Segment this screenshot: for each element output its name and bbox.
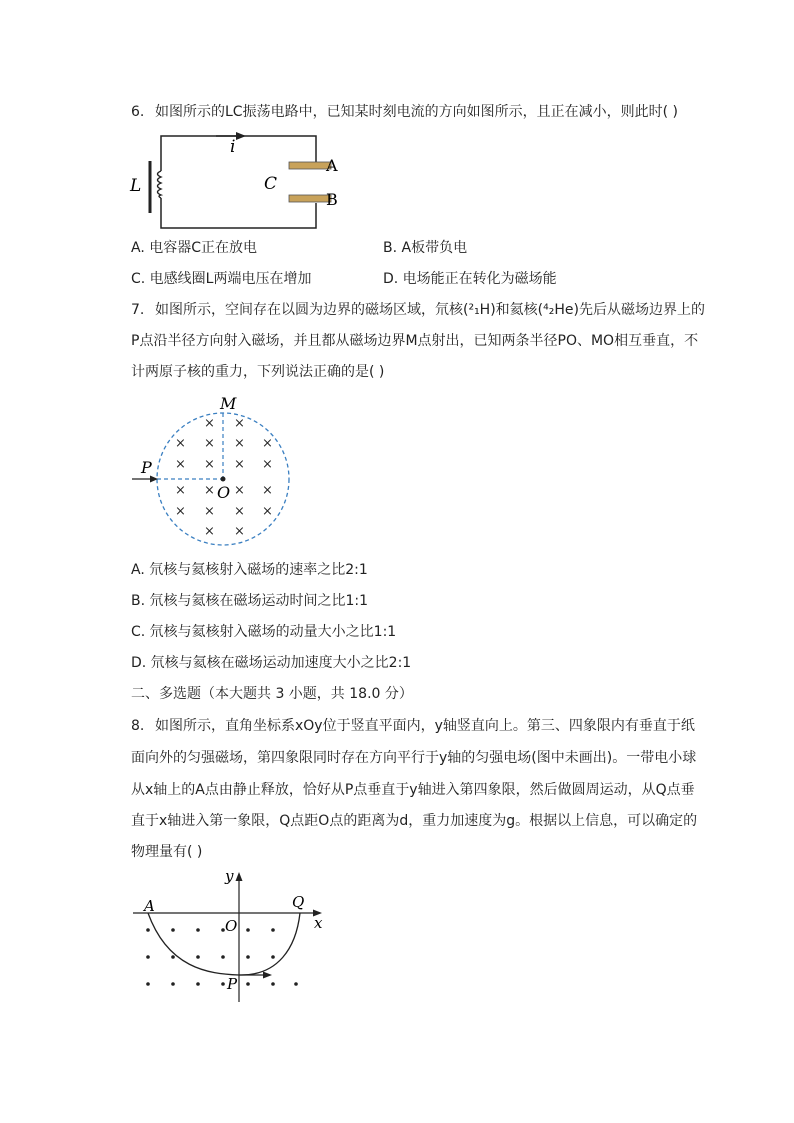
svg-text:×: × (175, 436, 186, 451)
label-O: O (225, 917, 238, 935)
q7-number: 7. (131, 302, 145, 318)
label-M: M (220, 394, 237, 413)
svg-text:×: × (234, 483, 245, 498)
label-x: x (314, 914, 323, 932)
svg-text:×: × (234, 436, 245, 451)
label-C: C (264, 174, 278, 194)
q7-option-c[interactable]: C. 氘核与氦核射入磁场的动量大小之比1:1 (131, 624, 397, 640)
label-B: B (326, 190, 338, 209)
label-L: L (130, 176, 142, 196)
q6-option-d[interactable]: D. 电场能正在转化为磁场能 (383, 271, 557, 287)
q8-stem-line3: 从x轴上的A点由静止释放，恰好从P点垂直于y轴进入第四象限，然后做圆周运动，从Q点垂 (131, 782, 695, 798)
q6-stem: 如图所示的LC振荡电路中，已知某时刻电流的方向如图所示，且正在减小，则此时( ) (155, 104, 678, 120)
q8-stem-line4: 直于x轴进入第一象限，Q点距O点的距离为d，重力加速度为g。根据以上信息，可以确定的 (131, 813, 698, 829)
svg-text:×: × (234, 416, 245, 431)
svg-text:×: × (204, 483, 215, 498)
label-P: P (227, 975, 238, 993)
magnetic-circle-figure (128, 393, 298, 551)
label-y: y (225, 868, 234, 885)
svg-text:×: × (204, 524, 215, 539)
lc-circuit-figure (126, 128, 356, 233)
svg-text:×: × (204, 457, 215, 472)
label-i: i (230, 137, 236, 157)
svg-text:×: × (204, 416, 215, 431)
y-axis-arrow-icon (236, 872, 243, 881)
svg-text:×: × (234, 457, 245, 472)
q8-stem-line1: 如图所示，直角坐标系xOy位于竖直平面内，y轴竖直向上。第三、四象限内有垂直于纸 (155, 718, 695, 734)
q8-number: 8. (131, 718, 145, 734)
section-title: 二、多选题（本大题共 3 小题，共 18.0 分） (131, 686, 413, 702)
circuit-wire-bottom (161, 198, 316, 228)
svg-text:×: × (234, 504, 245, 519)
label-A: A (144, 897, 155, 915)
magnetic-field-dots (146, 928, 298, 986)
svg-text:×: × (262, 436, 273, 451)
label-Q: Q (292, 893, 305, 911)
inductor-coil (158, 171, 162, 198)
svg-text:×: × (175, 457, 186, 472)
svg-text:×: × (262, 504, 273, 519)
q6-option-c[interactable]: C. 电感线圈L两端电压在增加 (131, 271, 312, 287)
svg-text:×: × (204, 436, 215, 451)
svg-text:×: × (234, 524, 245, 539)
q7-stem-line3: 计两原子核的重力，下列说法正确的是( ) (131, 364, 385, 380)
label-A: A (326, 156, 338, 175)
q7-stem-line2: P点沿半径方向射入磁场，并且都从磁场边界M点射出，已知两条半径PO、MO相互垂直，不 (131, 333, 699, 349)
label-P: P (141, 458, 152, 477)
q7-stem-line1: 如图所示，空间存在以圆为边界的磁场区域，氘核(²₁H)和氦核(⁴₂He)先后从磁场边界上的 (155, 302, 705, 318)
svg-text:×: × (175, 483, 186, 498)
svg-text:×: × (175, 504, 186, 519)
q6-option-b[interactable]: B. A板带负电 (383, 240, 468, 256)
q7-option-d[interactable]: D. 氘核与氦核在磁场运动加速度大小之比2:1 (131, 655, 412, 671)
current-arrow-icon (236, 132, 246, 140)
coordinate-figure (128, 868, 338, 1008)
velocity-arrow-icon (263, 972, 272, 979)
center-point (221, 477, 226, 482)
q7-option-a[interactable]: A. 氘核与氦核射入磁场的速率之比2:1 (131, 562, 368, 578)
q8-stem-line5: 物理量有( ) (131, 844, 203, 860)
svg-text:×: × (204, 504, 215, 519)
trajectory (148, 913, 300, 975)
svg-text:×: × (262, 483, 273, 498)
q7-option-b[interactable]: B. 氘核与氦核在磁场运动时间之比1:1 (131, 593, 369, 609)
svg-text:×: × (262, 457, 273, 472)
q6-number: 6. (131, 104, 145, 120)
q6-option-a[interactable]: A. 电容器C正在放电 (131, 240, 258, 256)
capacitor-plate-b (289, 195, 331, 202)
q8-stem-line2: 面向外的匀强磁场，第四象限同时存在方向平行于y轴的匀强电场(图中未画出)。一带电小球 (131, 750, 697, 766)
label-O: O (217, 483, 231, 502)
capacitor-plate-a (289, 162, 331, 169)
